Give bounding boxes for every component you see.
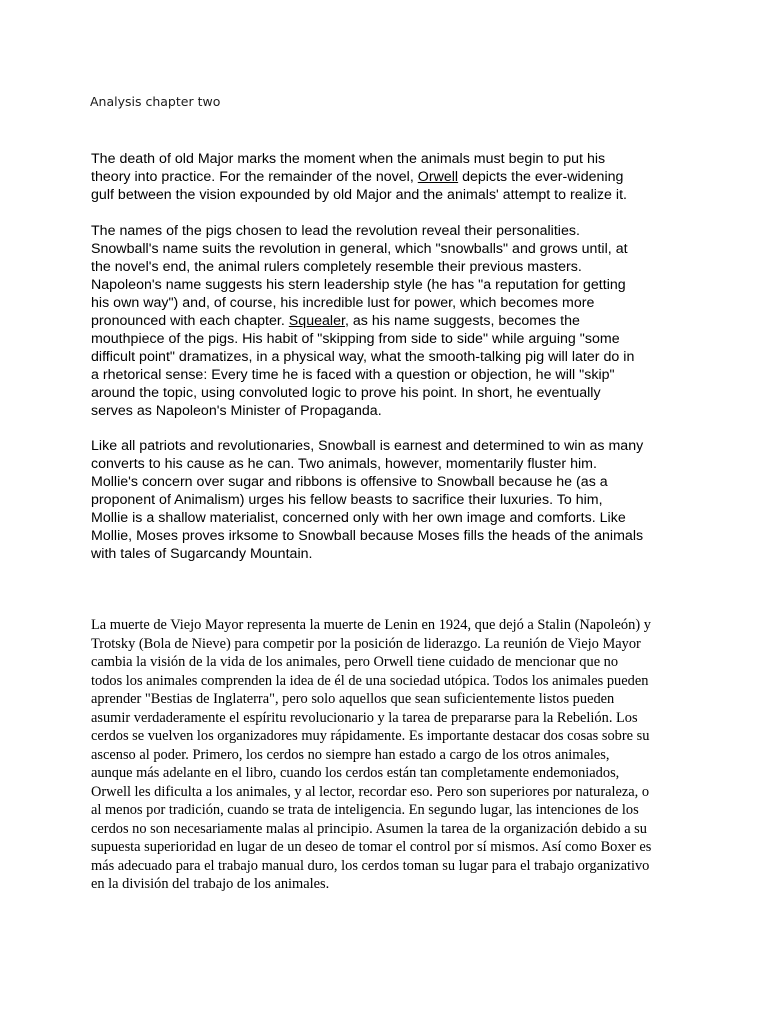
- paragraph-line: en la división del trabajo de los animales.: [91, 876, 330, 892]
- paragraph-line: al menos por tradición, cuando se trata de inteligencia. En segundo lugar, las intenciones de los: [91, 802, 639, 818]
- paragraph-line: proponent of Animalism) urges his fellow beasts to sacrifice their luxuries. To him,: [91, 492, 603, 508]
- paragraph-line: Mollie is a shallow materialist, concerned only with her own image and comforts. Like: [91, 510, 626, 526]
- paragraph-3: [91, 437, 691, 563]
- paragraph-line: the novel's end, the animal rulers completely resemble their previous masters.: [91, 259, 582, 275]
- paragraph-line: converts to his cause as he can. Two animals, however, momentarily fluster him.: [91, 456, 597, 472]
- paragraph-line: with tales of Sugarcandy Mountain.: [91, 546, 313, 562]
- line-text: pronounced with each chapter.: [91, 313, 289, 329]
- squealer-link[interactable]: Squealer: [288, 313, 345, 329]
- paragraph-line: Trotsky (Bola de Nieve) para competir por la posición de liderazgo. La reunión de Viejo Mayor: [91, 635, 641, 652]
- paragraph-line: ascenso al poder. Primero, los cerdos no siempre han estado a cargo de los otros animales,: [91, 746, 610, 763]
- paragraph-line: Mollie, Moses proves irksome to Snowball because Moses fills the heads of the animals: [91, 528, 644, 544]
- paragraph-2: [91, 222, 691, 420]
- paragraph-line: The death of old Major marks the moment when the animals must begin to put his: [91, 151, 606, 167]
- paragraph-line: around the topic, using convoluted logic to prove his point. In short, he eventually: [91, 385, 601, 401]
- paragraph-line: cambia la visión de la vida de los animales, pero Orwell tiene cuidado de mencionar que no: [91, 654, 619, 670]
- paragraph-line: cerdos se vuelven los organizadores muy rápidamente. Es importante destacar dos cosas sobre su: [91, 728, 650, 744]
- paragraph-line: his own way") and, of course, his incredible lust for power, which becomes more: [91, 295, 595, 311]
- orwell-link[interactable]: Orwell: [417, 169, 459, 185]
- paragraph-line: [91, 312, 691, 330]
- paragraph-1: [91, 150, 691, 204]
- paragraph-line: a rhetorical sense: Every time he is faced with a question or objection, he will "skip": [91, 367, 615, 383]
- paragraph-line: Orwell les dificulta a los animales, y al lector, recordar eso. Pero son superiores por naturaleza, o: [91, 783, 650, 800]
- paragraph-line: Like all patriots and revolutionaries, Snowball is earnest and determined to win as many: [91, 438, 644, 454]
- paragraph-line: Napoleon's name suggests his stern leadership style (he has "a reputation for getting: [91, 277, 626, 293]
- line-text: depicts the ever-widening: [458, 169, 624, 185]
- paragraph-line: serves as Napoleon's Minister of Propaganda.: [91, 403, 382, 419]
- paragraph-line: [91, 168, 691, 186]
- paragraph-line: aunque más adelante en el libro, cuando los cerdos están tan completamente endemoniados,: [91, 765, 620, 781]
- paragraph-line: Snowball's name suits the revolution in general, which "snowballs" and grows until, at: [91, 241, 628, 257]
- paragraph-4: [91, 616, 691, 894]
- paragraph-line: Mollie's concern over sugar and ribbons is offensive to Snowball because he (as a: [91, 474, 608, 490]
- paragraph-line: The names of the pigs chosen to lead the revolution reveal their personalities.: [91, 223, 580, 239]
- paragraph-line: todos los animales comprenden la idea de él de una sociedad utópica. Todos los animales pueden: [91, 672, 649, 689]
- paragraph-line: cerdos no son necesariamente malas al principio. Asumen la tarea de la organización debido a su: [91, 820, 647, 837]
- paragraph-line: supuesta superioridad en lugar de un deseo de tomar el control por sí mismos. Así como Boxer es: [91, 839, 652, 855]
- paragraph-line: más adecuado para el trabajo manual duro, los cerdos toman su lugar para el trabajo organizativo: [91, 857, 650, 874]
- line-text: , as his name suggests, becomes the: [344, 313, 580, 329]
- paragraph-line: asumir verdaderamente el espíritu revolucionario y la tarea de prepararse para la Rebelión. Los: [91, 709, 638, 726]
- paragraph-line: gulf between the vision expounded by old Major and the animals' attempt to realize it.: [91, 187, 627, 203]
- paragraph-line: aprender "Bestias de Inglaterra", pero solo aquellos que sean suficientemente listos pueden: [91, 691, 615, 707]
- line-text: theory into practice. For the remainder of the novel,: [91, 169, 418, 185]
- paragraph-line: La muerte de Viejo Mayor representa la muerte de Lenin en 1924, que dejó a Stalin (Napoleón) y: [91, 617, 651, 633]
- paragraph-line: difficult point" dramatizes, in a physical way, what the smooth-talking pig will later do in: [91, 349, 635, 365]
- document-heading: Analysis chapter two: [90, 94, 221, 109]
- paragraph-line: mouthpiece of the pigs. His habit of "skipping from side to side" while arguing "some: [91, 331, 620, 347]
